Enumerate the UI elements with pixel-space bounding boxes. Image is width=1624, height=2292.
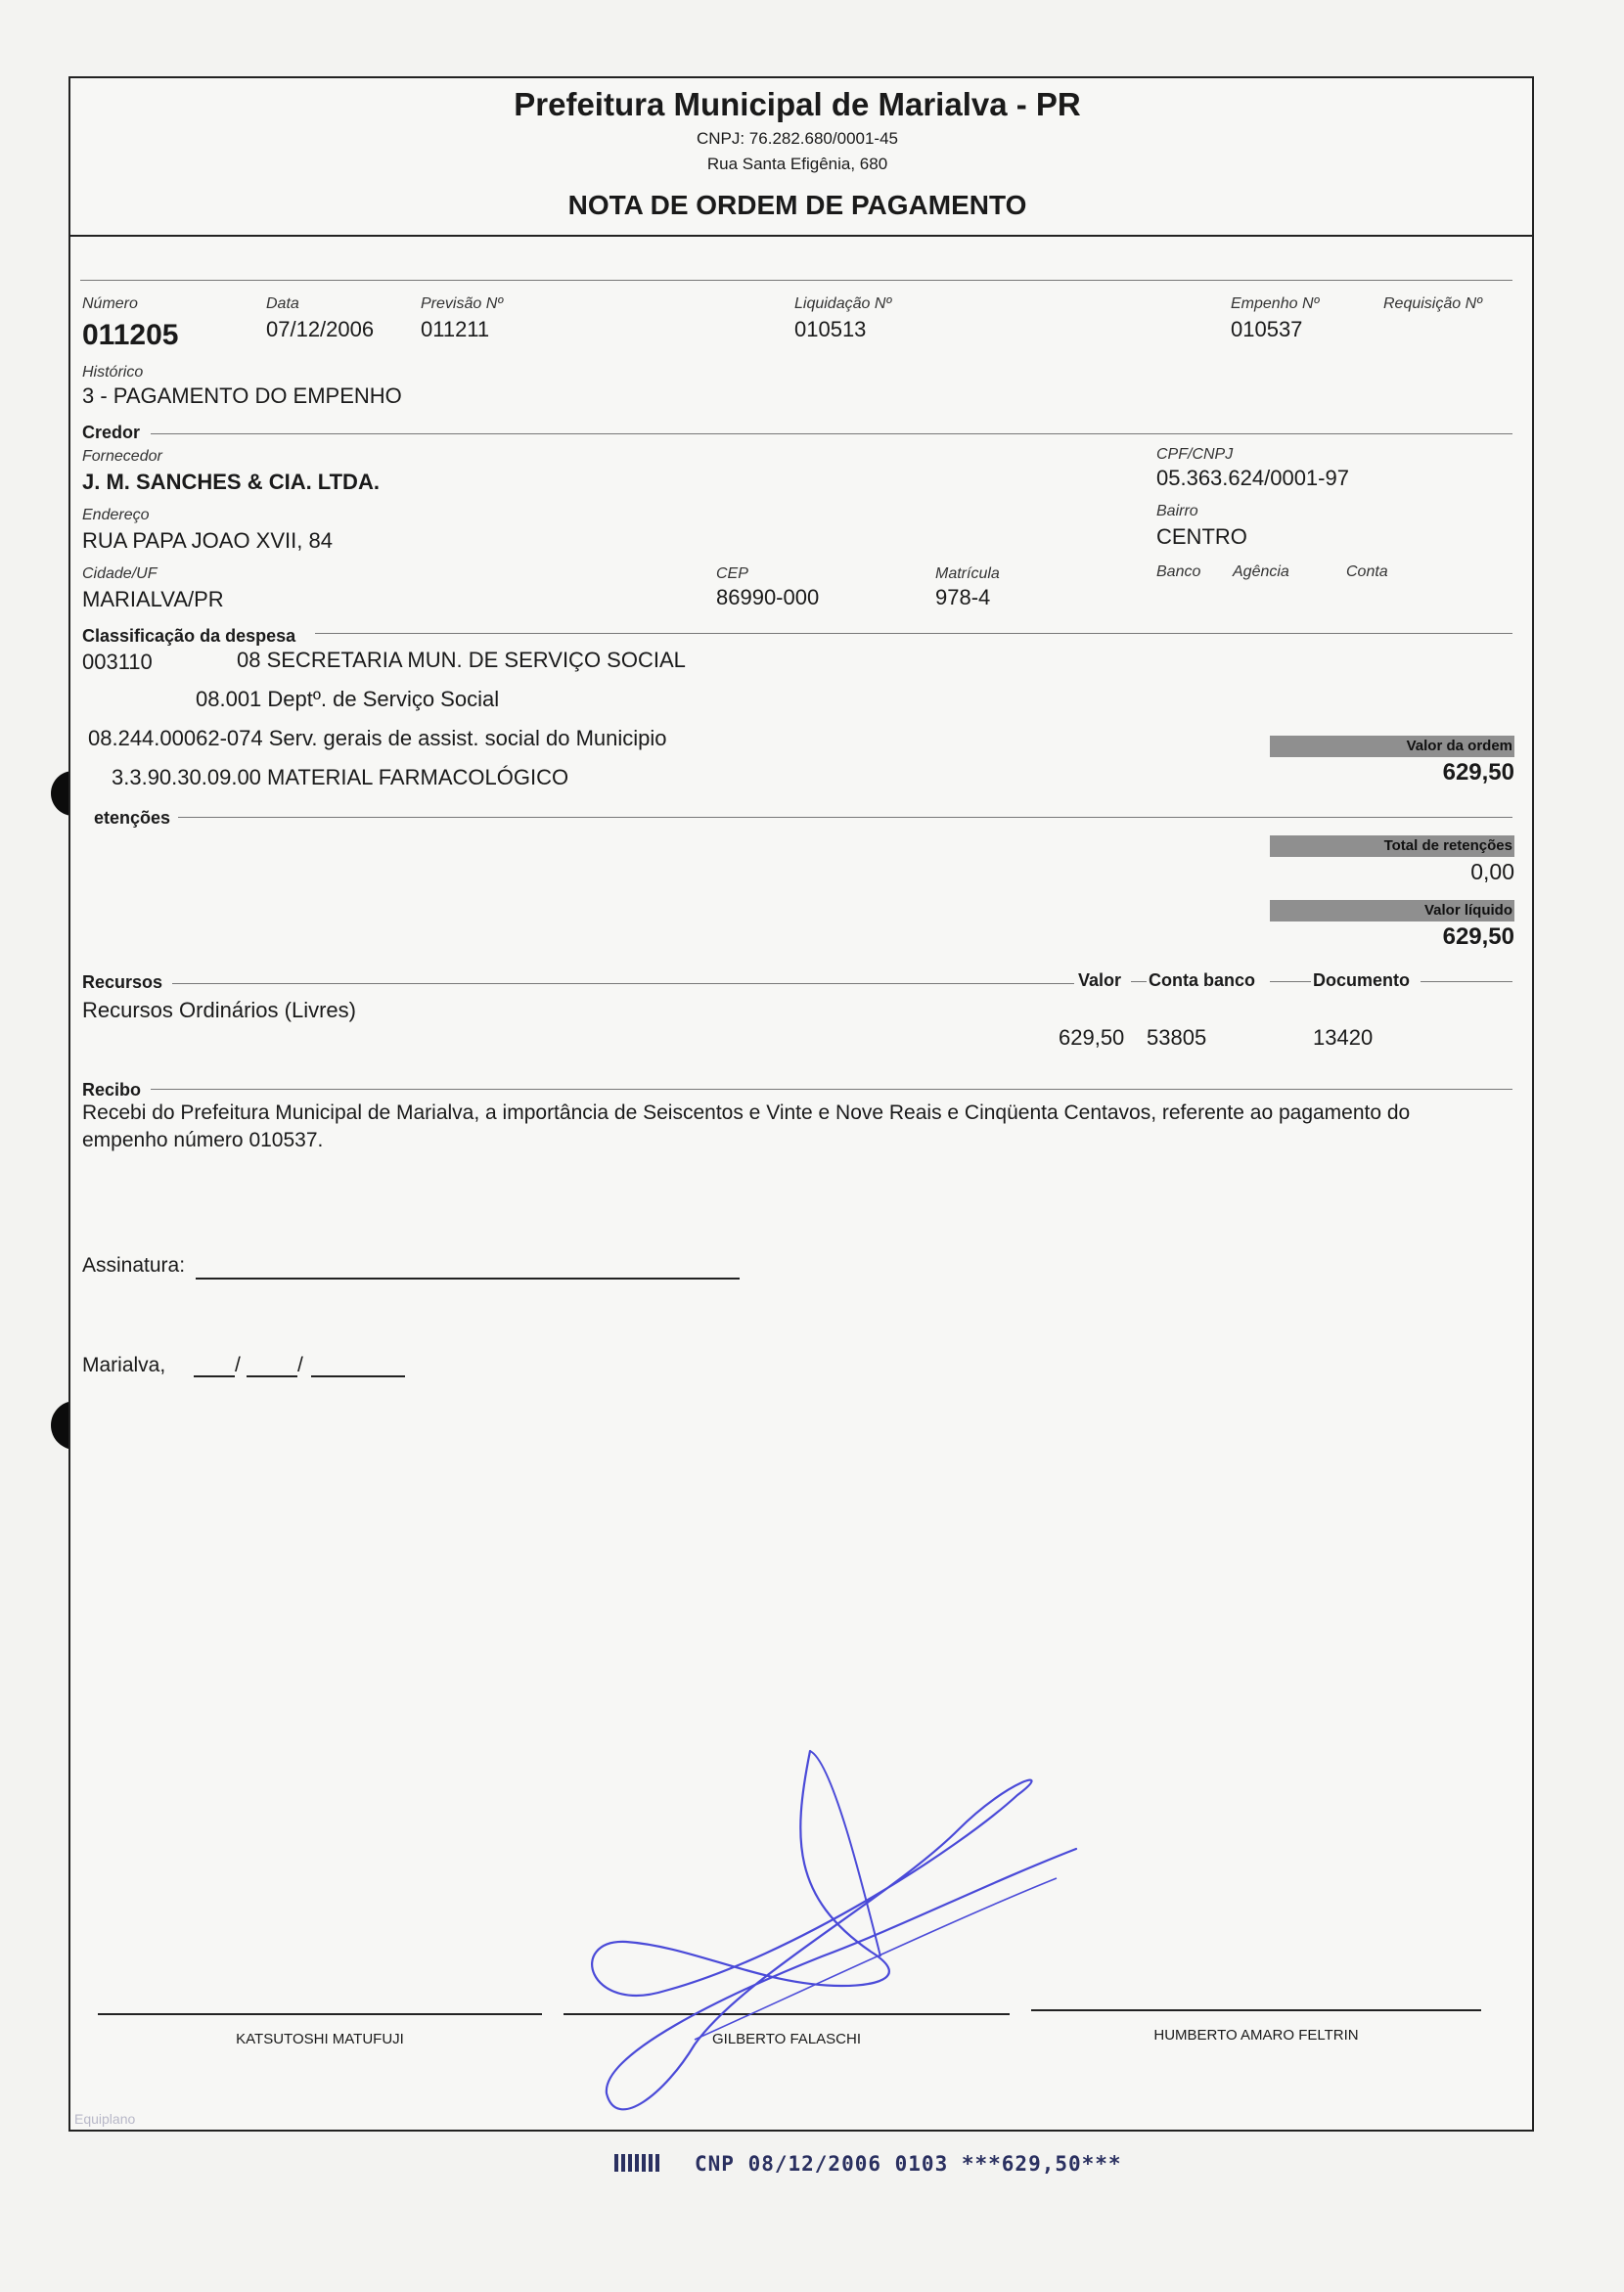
divider [1270,981,1311,982]
retencoes-section: etenções [94,808,171,828]
org-address: Rua Santa Efigênia, 680 [706,155,888,173]
fornecedor-label: Fornecedor [82,448,162,465]
recursos-conta: 53805 [1147,1025,1207,1050]
numero-value: 011205 [82,319,179,351]
date-slash: / [297,1354,303,1376]
classificacao-line1: 08 SECRETARIA MUN. DE SERVIÇO SOCIAL [237,648,686,672]
data-label: Data [266,295,299,312]
local-data-label: Marialva, [82,1354,166,1376]
classificacao-section: Classificação da despesa [82,626,296,646]
signature-line-1 [98,2013,542,2015]
classificacao-line4: 3.3.90.30.09.00 MATERIAL FARMACOLÓGICO [112,765,569,789]
endereco-value: RUA PAPA JOAO XVII, 84 [82,528,333,553]
bairro-label: Bairro [1156,503,1198,519]
empenho-label: Empenho Nº [1231,295,1320,312]
valor-liquido-value: 629,50 [1442,923,1514,950]
previsao-value: 011211 [421,317,490,341]
signatory-2: GILBERTO FALASCHI [712,2031,861,2047]
cidade-value: MARIALVA/PR [82,587,224,611]
stamp-marks [614,2154,659,2172]
classificacao-line2: 08.001 Deptº. de Serviço Social [196,687,500,711]
valor-liquido-label: Valor líquido [1270,900,1514,921]
requisicao-label: Requisição Nº [1383,295,1482,312]
banco-label: Banco [1156,563,1201,580]
endereco-label: Endereço [82,507,150,523]
signature-line-3 [1031,2009,1481,2011]
cidade-label: Cidade/UF [82,565,158,582]
divider [315,633,1512,634]
date-day-line[interactable] [194,1375,235,1377]
liquidacao-value: 010513 [794,317,867,341]
classificacao-code: 003110 [82,650,153,674]
equiplano-footer: Equiplano [74,2111,136,2127]
historico-value: 3 - PAGAMENTO DO EMPENHO [82,383,402,408]
total-retencoes-value: 0,00 [1470,859,1514,884]
payment-stamp: CNP 08/12/2006 0103 ***629,50*** [695,2152,1122,2176]
date-month-line[interactable] [247,1375,297,1377]
matricula-label: Matrícula [935,565,1000,582]
liquidacao-label: Liquidação Nº [794,295,892,312]
date-slash: / [235,1354,241,1376]
signatory-1: KATSUTOSHI MATUFUJI [236,2031,404,2047]
document-title: NOTA DE ORDEM DE PAGAMENTO [567,190,1027,220]
divider [80,280,1512,281]
divider [1131,981,1147,982]
divider [172,983,1074,984]
valor-ordem-label: Valor da ordem [1270,736,1514,757]
cep-label: CEP [716,565,748,582]
org-cnpj: CNPJ: 76.282.680/0001-45 [696,129,899,148]
bairro-value: CENTRO [1156,524,1247,549]
recursos-documento: 13420 [1313,1025,1374,1050]
divider [151,1089,1512,1090]
matricula-value: 978-4 [935,585,991,609]
data-value: 07/12/2006 [266,317,375,341]
assinatura-label: Assinatura: [82,1254,186,1277]
signatory-3: HUMBERTO AMARO FELTRIN [1153,2027,1359,2044]
recursos-valor: 629,50 [1059,1025,1125,1050]
fornecedor-value: J. M. SANCHES & CIA. LTDA. [82,470,380,494]
empenho-value: 010537 [1231,317,1303,341]
recursos-valor-label: Valor [1078,970,1122,990]
cpf-value: 05.363.624/0001-97 [1156,466,1349,490]
divider [1421,981,1512,982]
credor-section: Credor [82,423,141,442]
divider [151,433,1512,434]
agencia-label: Agência [1233,563,1289,580]
date-year-line[interactable] [311,1375,405,1377]
recursos-section: Recursos [82,972,163,992]
previsao-label: Previsão Nº [421,295,504,312]
header-separator [68,235,1532,237]
recursos-descricao: Recursos Ordinários (Livres) [82,998,356,1022]
recursos-documento-label: Documento [1313,970,1410,990]
valor-ordem-value: 629,50 [1442,759,1514,786]
recibo-text-line1: Recebi do Prefeitura Municipal de Marialva, a importância de Seiscentos e Vinte e Nove Reais e Cinqüenta Centavos, referente ao pagamento do [82,1101,1411,1124]
recursos-conta-label: Conta banco [1149,970,1256,990]
classificacao-line3: 08.244.00062-074 Serv. gerais de assist. social do Municipio [88,726,667,750]
numero-label: Número [82,295,138,312]
cep-value: 86990-000 [716,585,820,609]
cpf-label: CPF/CNPJ [1156,446,1234,463]
conta-label: Conta [1346,563,1388,580]
total-retencoes-label: Total de retenções [1270,835,1514,857]
org-title: Prefeitura Municipal de Marialva - PR [514,86,1081,122]
recibo-text-line2: empenho número 010537. [82,1129,324,1151]
historico-label: Histórico [82,364,144,381]
recibo-section: Recibo [82,1080,142,1100]
divider [178,817,1512,818]
assinatura-line[interactable] [196,1278,740,1280]
handwritten-signature [548,1722,1096,2133]
